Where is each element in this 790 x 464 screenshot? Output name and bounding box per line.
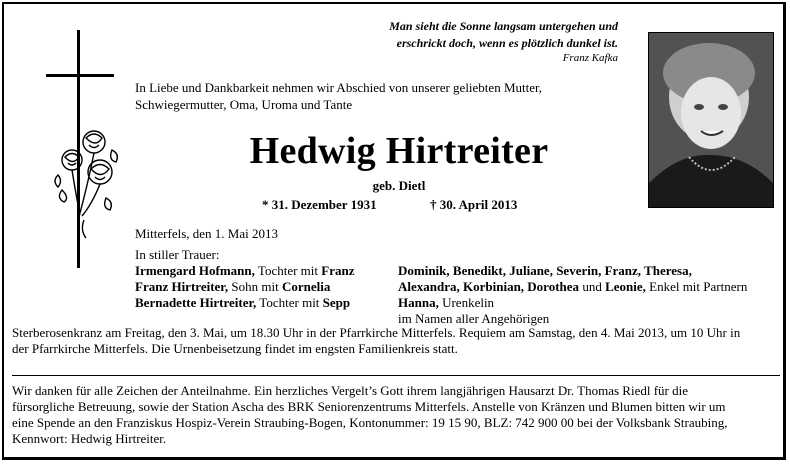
quote-line-1: Man sieht die Sonne langsam untergehen und xyxy=(389,19,618,33)
service-info xyxy=(12,325,782,357)
mourner-row: Hanna, Urenkelin xyxy=(398,295,495,310)
mourners-left xyxy=(135,263,397,311)
mourner-row: im Namen aller Angehörigen xyxy=(398,311,550,326)
cross-with-roses-icon xyxy=(44,30,124,270)
quote-author: Franz Kafka xyxy=(562,52,618,64)
quote-line-2: erschrickt doch, wenn es plötzlich dunkel ist. xyxy=(396,36,618,50)
mourner-row: Franz Hirtreiter, Sohn mit Cornelia xyxy=(135,279,331,294)
service-line-2: der Pfarrkirche Mitterfels. Die Urnenbeisetzung findet im engsten Familienkreis statt. xyxy=(12,341,458,356)
mourner-row: Bernadette Hirtreiter, Tochter mit Sepp xyxy=(135,295,351,310)
service-line-1: Sterberosenkranz am Freitag, den 3. Mai, um 18.30 Uhr in der Pfarrkirche Mitterfels. Requiem am Samstag, den 4. Mai 2013, um 10 Uhr in xyxy=(12,325,741,340)
mourner-row: Irmengard Hofmann, Tochter mit Franz xyxy=(135,263,355,278)
intro-line-1: In Liebe und Dankbarkeit nehmen wir Abschied von unserer geliebten Mutter, xyxy=(135,80,543,95)
obituary-card xyxy=(2,2,786,460)
mourners-heading: In stiller Trauer: xyxy=(135,247,220,262)
thanks-text xyxy=(12,383,782,447)
thanks-line-1: Wir danken für alle Zeichen der Anteilnahme. Ein herzliches Vergelt’s Gott ihrem langjährigen Hausarzt Dr. Thomas Riedl für die xyxy=(12,383,688,398)
mourner-row: Alexandra, Korbinian, Dorothea und Leonie, Enkel mit Partnern xyxy=(398,279,748,294)
place-date: Mitterfels, den 1. Mai 2013 xyxy=(135,226,278,241)
thanks-line-3: eine Spende an den Franziskus Hospiz-Verein Straubing-Bogen, Kontonummer: 19 15 90, BLZ: 742 900 00 bei der Volksbank Straubing, xyxy=(12,415,728,430)
thanks-line-2: fürsorgliche Betreuung, sowie der Station Ascha des BRK Seniorenzentrums Mitterfels. Anstelle von Kränzen und Blumen bitten wir um xyxy=(12,399,726,414)
intro-text xyxy=(135,79,605,113)
intro-line-2: Schwiegermutter, Oma, Uroma und Tante xyxy=(135,97,353,112)
portrait-image xyxy=(649,33,773,207)
maiden-name: geb. Dietl xyxy=(372,178,426,193)
thanks-line-4: Kennwort: Hedwig Hirtreiter. xyxy=(12,431,167,446)
mourners-right xyxy=(398,263,778,327)
divider xyxy=(12,375,780,376)
portrait-photo xyxy=(648,32,774,208)
quote xyxy=(364,18,618,52)
deceased-name: Hedwig Hirtreiter xyxy=(249,130,549,172)
mourner-row: Dominik, Benedikt, Juliane, Severin, Franz, Theresa, xyxy=(398,263,692,278)
death-date: † 30. April 2013 xyxy=(430,197,518,212)
birth-date: * 31. Dezember 1931 xyxy=(262,197,377,212)
